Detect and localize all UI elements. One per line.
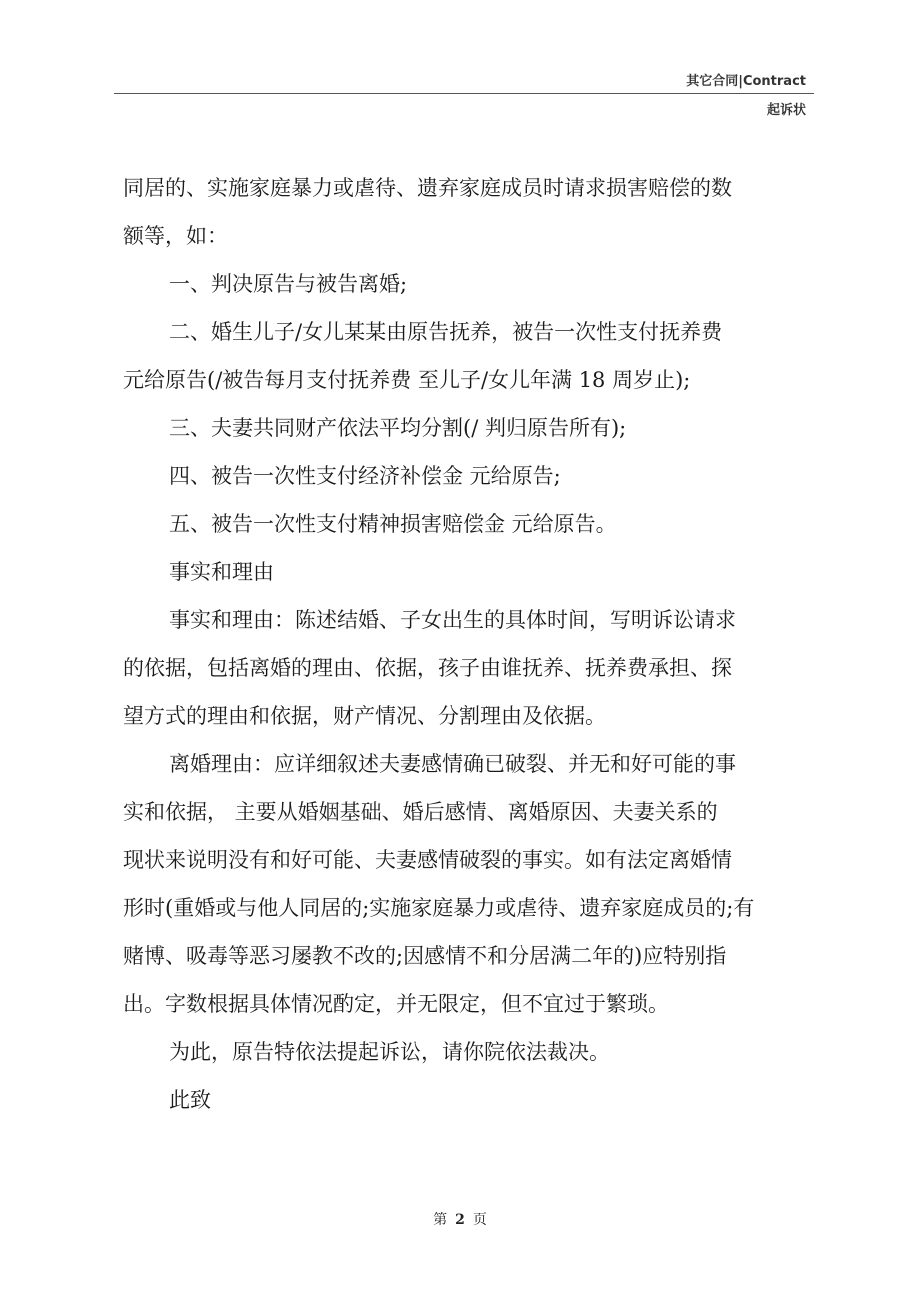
paragraph-line: 实和依据， 主要从婚姻基础、婚后感情、离婚原因、夫妻关系的 bbox=[123, 800, 718, 824]
header-category: 其它合同|Contract bbox=[686, 74, 806, 89]
paragraph-line: 元给原告(/被告每月支付抚养费 至儿子/女儿年满 18 周岁止); bbox=[123, 368, 691, 392]
header-divider bbox=[114, 93, 814, 94]
paragraph-line: 赌博、吸毒等恶习屡教不改的;因感情不和分居满二年的)应特别指 bbox=[123, 944, 727, 968]
claim-item: 三、夫妻共同财产依法平均分割(/ 判归原告所有); bbox=[169, 416, 627, 440]
paragraph-line: 望方式的理由和依据，财产情况、分割理由及依据。 bbox=[123, 704, 606, 728]
paragraph-line: 现状来说明没有和好可能、夫妻感情破裂的事实。如有法定离婚情 bbox=[123, 848, 732, 872]
page-number-prefix: 第 bbox=[433, 1212, 448, 1228]
claim-item: 四、被告一次性支付经济补偿金 元给原告; bbox=[169, 464, 561, 488]
paragraph-line: 额等，如： bbox=[123, 224, 228, 248]
paragraph-line: 事实和理由：陈述结婚、子女出生的具体时间，写明诉讼请求 bbox=[169, 608, 736, 632]
claim-item: 五、被告一次性支付精神损害赔偿金 元给原告。 bbox=[169, 512, 617, 536]
paragraph-line: 的依据，包括离婚的理由、依据，孩子由谁抚养、抚养费承担、探 bbox=[123, 656, 732, 680]
claim-item: 一、判决原告与被告离婚; bbox=[169, 272, 408, 296]
closing-salutation: 此致 bbox=[169, 1088, 211, 1112]
paragraph-line: 离婚理由：应详细叙述夫妻感情确已破裂、并无和好可能的事 bbox=[169, 752, 736, 776]
header-subtitle: 起诉状 bbox=[766, 103, 806, 118]
page-number bbox=[0, 1209, 920, 1229]
claim-item: 二、婚生儿子/女儿某某由原告抚养，被告一次性支付抚养费 bbox=[169, 320, 723, 344]
document-body bbox=[123, 168, 833, 1128]
paragraph-line: 出。字数根据具体情况酌定，并无限定，但不宜过于繁琐。 bbox=[123, 992, 669, 1016]
paragraph-line: 为此，原告特依法提起诉讼，请你院依法裁决。 bbox=[169, 1040, 610, 1064]
page-number-suffix: 页 bbox=[472, 1212, 487, 1228]
paragraph-line: 同居的、实施家庭暴力或虐待、遗弃家庭成员时请求损害赔偿的数 bbox=[123, 176, 732, 200]
paragraph-line: 形时(重婚或与他人同居的;实施家庭暴力或虐待、遗弃家庭成员的;有 bbox=[123, 896, 755, 920]
page-number-value: 2 bbox=[455, 1212, 465, 1228]
section-heading: 事实和理由 bbox=[169, 560, 274, 584]
